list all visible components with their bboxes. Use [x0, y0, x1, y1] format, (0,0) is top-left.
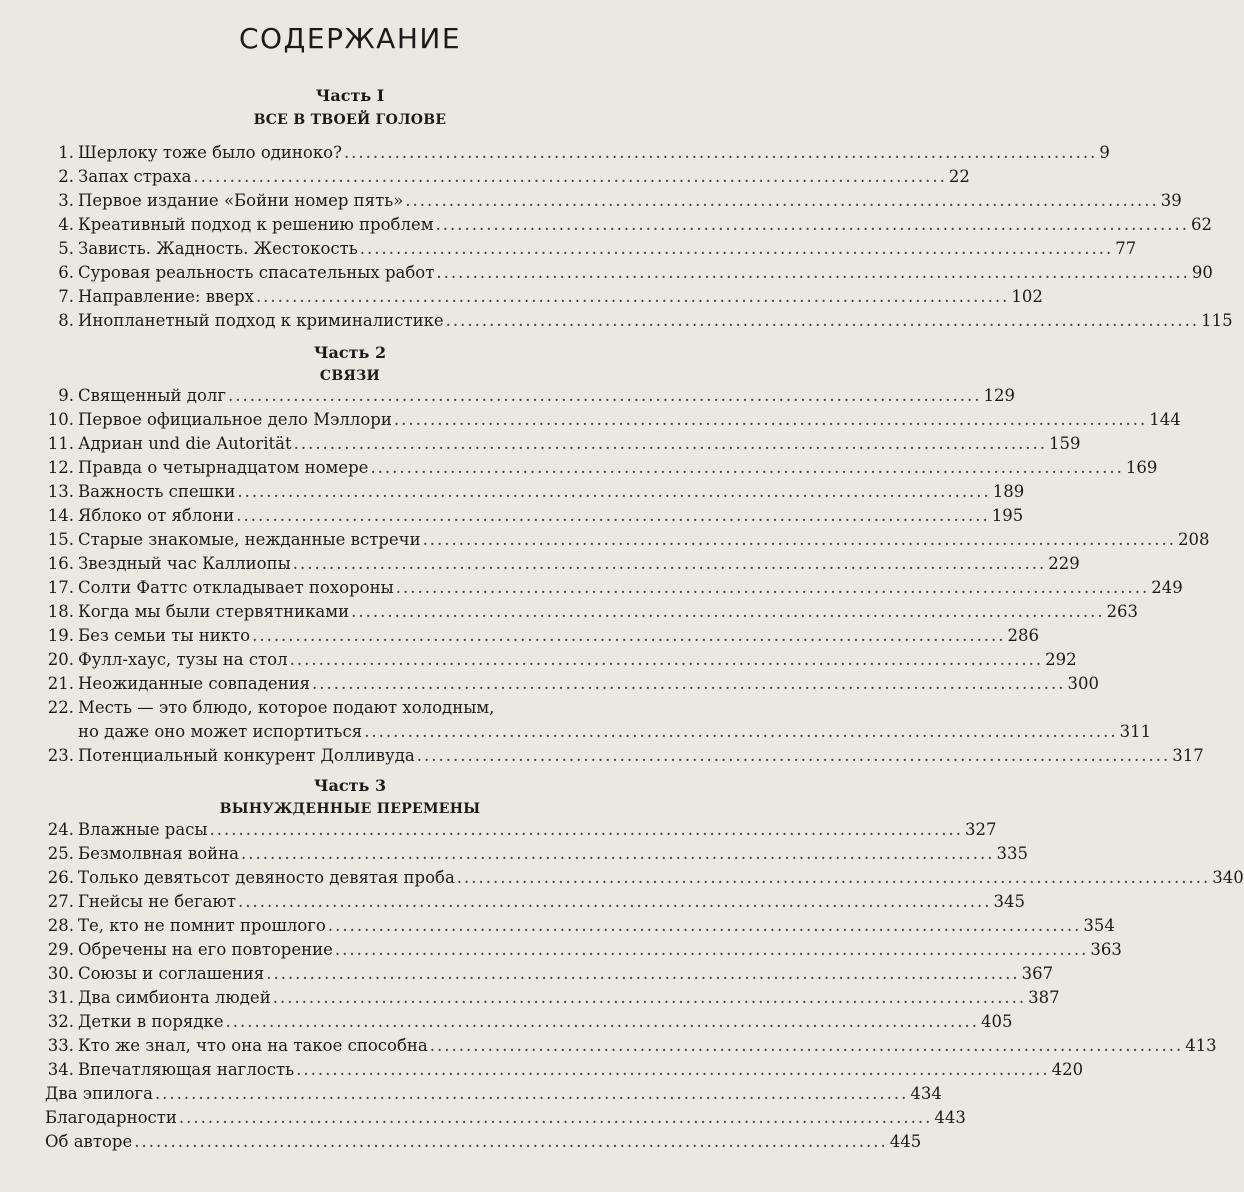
- entry-number: 28.: [47, 916, 74, 935]
- toc-entry[interactable]: [45, 962, 1054, 986]
- entry-page: 115: [1201, 311, 1233, 330]
- toc-entry[interactable]: [45, 456, 1158, 480]
- dot-leader: ........................................................................................................: [456, 868, 1211, 887]
- entry-page: 300: [1067, 674, 1099, 693]
- dot-leader: ........................................................................................................: [266, 964, 1020, 983]
- dot-leader: ........................................................................................................: [252, 626, 1006, 645]
- toc-entry[interactable]: [45, 890, 1025, 914]
- toc-entry[interactable]: [45, 866, 1244, 890]
- entry-number: 17.: [47, 578, 74, 597]
- entry-title: Направление: вверх: [78, 287, 254, 306]
- toc-entry-back-matter[interactable]: [45, 1082, 942, 1106]
- dot-leader: ........................................................................................................: [416, 746, 1171, 765]
- entry-page: 340: [1212, 868, 1244, 887]
- entry-title: Шерлоку тоже было одиноко?: [78, 143, 342, 162]
- entry-number: 33.: [47, 1036, 74, 1055]
- dot-leader: ........................................................................................................: [445, 311, 1200, 330]
- dot-leader: ........................................................................................................: [236, 506, 990, 525]
- toc-entry[interactable]: [45, 309, 1233, 333]
- part-1-label: Часть I: [315, 86, 385, 105]
- toc-entry[interactable]: [45, 648, 1077, 672]
- dot-leader: ........................................................................................................: [237, 892, 992, 911]
- toc-entry[interactable]: [45, 818, 997, 842]
- entry-number: 14.: [47, 506, 74, 525]
- toc-entry[interactable]: [45, 480, 1025, 504]
- entry-title: Об авторе: [45, 1132, 133, 1151]
- dot-leader: ........................................................................................................: [178, 1108, 933, 1127]
- toc-entry[interactable]: [45, 842, 1028, 866]
- part-2-name: СВЯЗИ: [319, 368, 381, 384]
- entry-title: Те, кто не помнит прошлого: [78, 916, 326, 935]
- entry-title: Потенциальный конкурент Долливуда: [78, 746, 415, 765]
- toc-entry[interactable]: [45, 672, 1099, 696]
- entry-page: 62: [1191, 215, 1213, 234]
- entry-number: 24.: [47, 820, 74, 839]
- entry-page: 367: [1021, 964, 1054, 983]
- toc-entry[interactable]: [45, 189, 1182, 213]
- entry-number: 13.: [47, 482, 74, 501]
- toc-entry[interactable]: [45, 1058, 1084, 1082]
- dot-leader: ........................................................................................................: [370, 458, 1124, 477]
- entry-number: 23.: [47, 746, 74, 765]
- entry-page: 354: [1083, 916, 1115, 935]
- toc-entry[interactable]: [45, 261, 1213, 285]
- entry-number: 16.: [47, 554, 74, 573]
- page-title: СОДЕРЖАНИЕ: [238, 22, 462, 55]
- entry-title: Старые знакомые, нежданные встречи: [78, 530, 421, 549]
- dot-leader: ........................................................................................................: [240, 844, 995, 863]
- entry-page: 144: [1149, 410, 1181, 429]
- entry-title: Безмолвная война: [78, 844, 239, 863]
- dot-leader: ........................................................................................................: [289, 650, 1044, 669]
- dot-leader: ........................................................................................................: [193, 167, 947, 186]
- entry-page: 335: [996, 844, 1028, 863]
- dot-leader: ........................................................................................................: [429, 1036, 1184, 1055]
- dot-leader: ........................................................................................................: [364, 722, 1118, 741]
- entry-page: 445: [889, 1132, 922, 1151]
- entry-title: Неожиданные совпадения: [78, 674, 311, 693]
- entry-page: 159: [1049, 434, 1081, 453]
- entry-title: Яблоко от яблони: [78, 506, 235, 525]
- entry-number: 29.: [47, 940, 74, 959]
- dot-leader: ........................................................................................................: [154, 1084, 909, 1103]
- toc-entry[interactable]: [45, 384, 1015, 408]
- entry-page: 169: [1125, 458, 1158, 477]
- entry-page: 434: [910, 1084, 942, 1103]
- entry-number: 3.: [58, 191, 74, 210]
- toc-entry-back-matter[interactable]: [45, 1106, 966, 1130]
- entry-number: 26.: [47, 868, 74, 887]
- dot-leader: ........................................................................................................: [292, 554, 1047, 573]
- dot-leader: ........................................................................................................: [334, 940, 1089, 959]
- entry-page: 208: [1178, 530, 1210, 549]
- toc-entry[interactable]: [45, 1010, 1013, 1034]
- entry-number: 4.: [58, 215, 74, 234]
- entry-title: Влажные расы: [78, 820, 208, 839]
- entry-page: 405: [981, 1012, 1013, 1031]
- toc-entry-back-matter[interactable]: [45, 1130, 922, 1154]
- entry-title-continuation: но даже оно может испортиться: [78, 722, 363, 741]
- entry-title: Детки в порядке: [78, 1012, 224, 1031]
- toc-entry[interactable]: [45, 696, 1152, 744]
- entry-title: Адриан und die Autorität: [78, 434, 292, 453]
- entry-number: 20.: [47, 650, 74, 669]
- entry-title: Месть — это блюдо, которое подают холодным,: [78, 698, 495, 717]
- entry-title: Зависть. Жадность. Жестокость: [78, 239, 358, 258]
- dot-leader: ........................................................................................................: [312, 674, 1066, 693]
- toc-entry[interactable]: [45, 576, 1183, 600]
- dot-leader: ........................................................................................................: [327, 916, 1082, 935]
- entry-title: Благодарности: [45, 1108, 177, 1127]
- entry-number: 25.: [47, 844, 74, 863]
- entry-page: 317: [1172, 746, 1204, 765]
- entry-number: 2.: [58, 167, 74, 186]
- entry-number: 18.: [47, 602, 74, 621]
- entry-title: Запах страха: [78, 167, 192, 186]
- entry-page: 22: [948, 167, 970, 186]
- entry-page: 77: [1115, 239, 1137, 258]
- part-2-label: Часть 2: [313, 343, 387, 362]
- entry-number: 9.: [58, 386, 74, 405]
- entry-number: 32.: [47, 1012, 74, 1031]
- toc-entry[interactable]: [45, 600, 1139, 624]
- entry-number: 8.: [58, 311, 74, 330]
- entry-title: Креативный подход к решению проблем: [78, 215, 434, 234]
- entry-title: Обречены на его повторение: [78, 940, 333, 959]
- entry-title: Когда мы были стервятниками: [78, 602, 350, 621]
- toc-entry[interactable]: [45, 504, 1024, 528]
- entry-number: 21.: [47, 674, 74, 693]
- entry-number: 31.: [47, 988, 74, 1007]
- toc-entry[interactable]: [45, 986, 1060, 1010]
- dot-leader: ........................................................................................................: [405, 191, 1159, 210]
- entry-page: 39: [1160, 191, 1182, 210]
- toc-entry[interactable]: [45, 744, 1204, 768]
- entry-page: 363: [1090, 940, 1122, 959]
- dot-leader: ........................................................................................................: [343, 143, 1098, 162]
- entry-title: Важность спешки: [78, 482, 236, 501]
- entry-number: 19.: [47, 626, 74, 645]
- entry-page: 90: [1191, 263, 1213, 282]
- toc-entry[interactable]: [45, 165, 970, 189]
- entry-title: Священный долг: [78, 386, 227, 405]
- entry-number: 22.: [47, 698, 74, 717]
- entry-number: 10.: [47, 410, 74, 429]
- entry-page: 420: [1051, 1060, 1084, 1079]
- entry-number: 12.: [47, 458, 74, 477]
- dot-leader: ........................................................................................................: [209, 820, 964, 839]
- toc-entry[interactable]: [45, 213, 1213, 237]
- entry-page: 311: [1119, 722, 1152, 741]
- toc-entry[interactable]: [45, 141, 1110, 165]
- toc-entry[interactable]: [45, 938, 1122, 962]
- dot-leader: ........................................................................................................: [293, 434, 1048, 453]
- entry-title: Союзы и соглашения: [78, 964, 265, 983]
- entry-page: 189: [992, 482, 1025, 501]
- entry-page: 195: [991, 506, 1024, 525]
- entry-page: 387: [1028, 988, 1060, 1007]
- entry-title: Правда о четырнадцатом номере: [78, 458, 369, 477]
- dot-leader: ........................................................................................................: [393, 410, 1148, 429]
- entry-title: Без семьи ты никто: [78, 626, 251, 645]
- entry-title: Впечатляющая наглость: [78, 1060, 295, 1079]
- entry-page: 413: [1185, 1036, 1217, 1055]
- entry-page: 229: [1048, 554, 1080, 573]
- dot-leader: ........................................................................................................: [296, 1060, 1050, 1079]
- dot-leader: ........................................................................................................: [237, 482, 991, 501]
- toc-entry[interactable]: [45, 408, 1181, 432]
- toc-entry[interactable]: [45, 432, 1081, 456]
- entry-page: 9: [1099, 143, 1110, 162]
- dot-leader: ........................................................................................................: [351, 602, 1105, 621]
- toc-entry[interactable]: [45, 237, 1137, 261]
- dot-leader: ........................................................................................................: [422, 530, 1177, 549]
- entry-title: Кто же знал, что она на такое способна: [78, 1036, 428, 1055]
- dot-leader: ........................................................................................................: [395, 578, 1150, 597]
- entry-title: Первое издание «Бойни номер пять»: [78, 191, 404, 210]
- part-1-name: ВСЕ В ТВОЕЙ ГОЛОВЕ: [253, 112, 447, 128]
- entry-page: 292: [1045, 650, 1077, 669]
- dot-leader: ........................................................................................................: [228, 386, 982, 405]
- entry-title: Гнейсы не бегают: [78, 892, 236, 911]
- entry-page: 263: [1106, 602, 1139, 621]
- entry-title: Звездный час Каллиопы: [78, 554, 291, 573]
- entry-number: 11.: [47, 434, 74, 453]
- entry-page: 443: [934, 1108, 966, 1127]
- entry-number: 34.: [47, 1060, 74, 1079]
- entry-title: Первое официальное дело Мэллори: [78, 410, 392, 429]
- toc-entry[interactable]: [45, 528, 1210, 552]
- entry-number: 7.: [58, 287, 74, 306]
- toc-entry[interactable]: [45, 1034, 1217, 1058]
- entry-page: 129: [983, 386, 1015, 405]
- dot-leader: ........................................................................................................: [272, 988, 1027, 1007]
- dot-leader: ........................................................................................................: [134, 1132, 888, 1151]
- entry-title: Суровая реальность спасательных работ: [78, 263, 435, 282]
- part-3-name: ВЫНУЖДЕННЫЕ ПЕРЕМЕНЫ: [219, 801, 481, 817]
- entry-number: 27.: [47, 892, 74, 911]
- entry-page: 249: [1151, 578, 1183, 597]
- dot-leader: ........................................................................................................: [435, 215, 1190, 234]
- entry-page: 286: [1007, 626, 1040, 645]
- entry-title: Два эпилога: [45, 1084, 153, 1103]
- entry-title: Солти Фаттс откладывает похороны: [78, 578, 394, 597]
- dot-leader: ........................................................................................................: [436, 263, 1190, 282]
- entry-title: Фулл-хаус, тузы на стол: [78, 650, 288, 669]
- toc-entry[interactable]: [45, 552, 1080, 576]
- toc-entry[interactable]: [45, 914, 1115, 938]
- dot-leader: ........................................................................................................: [225, 1012, 980, 1031]
- entry-number: 6.: [58, 263, 74, 282]
- entry-page: 327: [965, 820, 997, 839]
- entry-number: 15.: [47, 530, 74, 549]
- entry-title: Два симбионта людей: [78, 988, 271, 1007]
- entry-number: 1.: [58, 143, 74, 162]
- dot-leader: ........................................................................................................: [255, 287, 1010, 306]
- entry-page: 102: [1011, 287, 1043, 306]
- toc-entry[interactable]: [45, 624, 1040, 648]
- entry-title: Инопланетный подход к криминалистике: [78, 311, 444, 330]
- part-3-label: Часть 3: [313, 776, 387, 795]
- entry-number: 5.: [58, 239, 74, 258]
- entry-page: 345: [993, 892, 1025, 911]
- toc-entry[interactable]: [45, 285, 1043, 309]
- entry-number: 30.: [47, 964, 74, 983]
- entry-title: Только девятьсот девяносто девятая проба: [78, 868, 455, 887]
- dot-leader: ........................................................................................................: [359, 239, 1114, 258]
